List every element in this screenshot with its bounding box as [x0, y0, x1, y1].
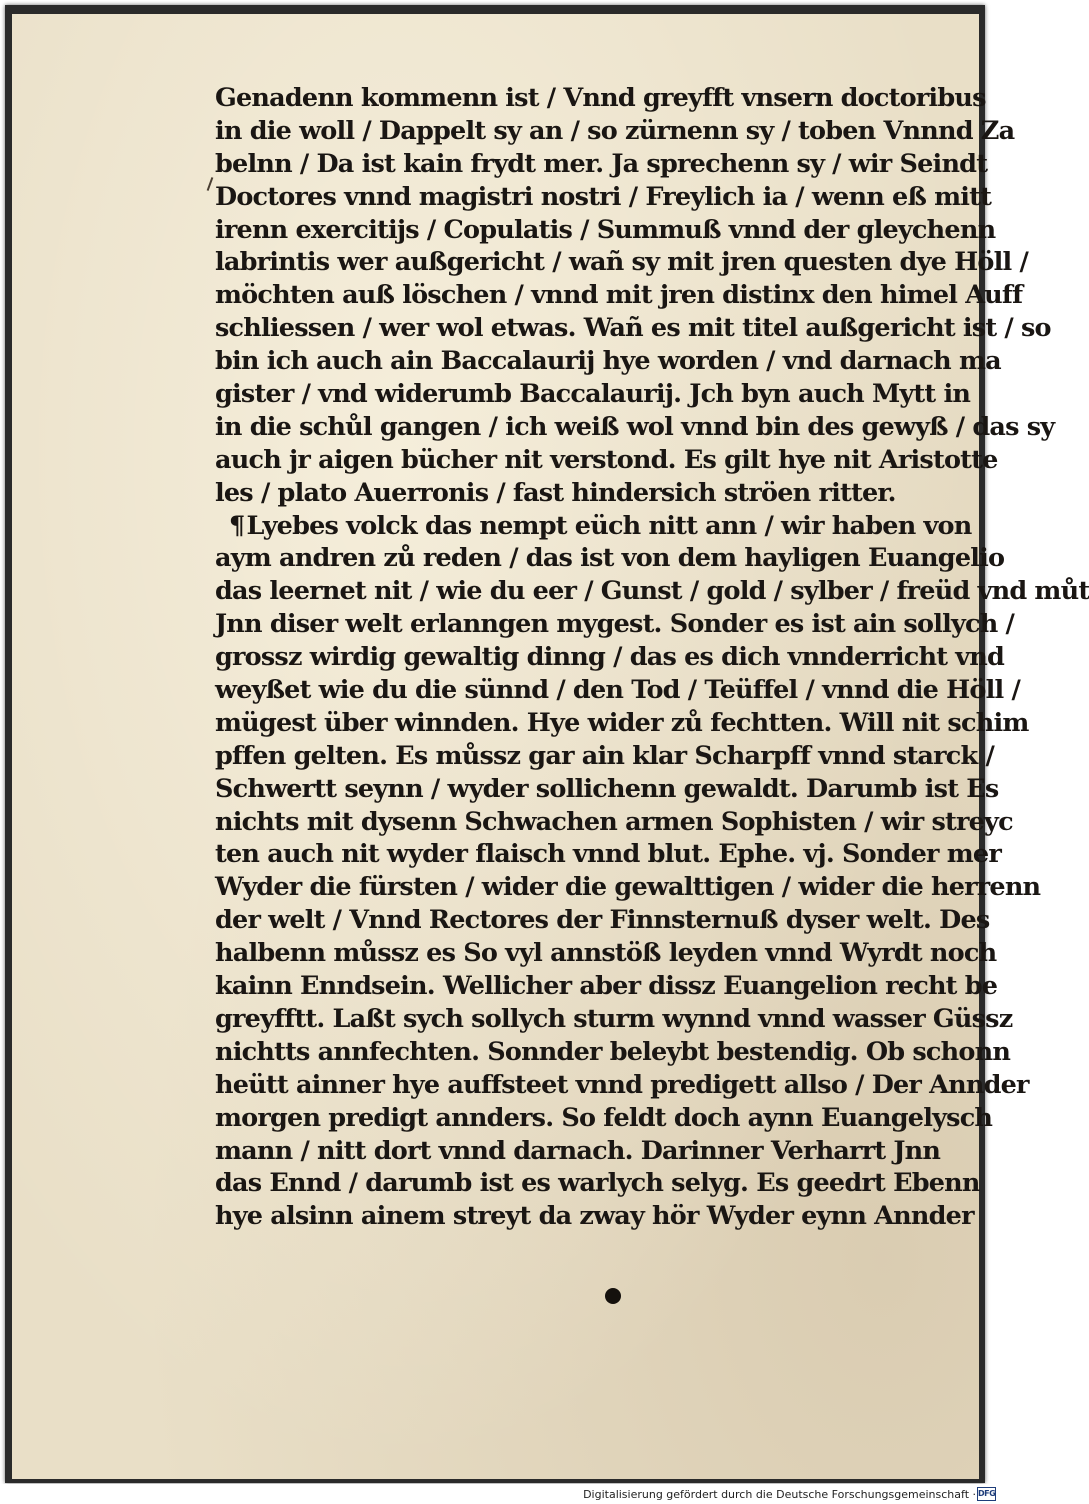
text-line: greyfftt. Laßt sych sollych sturm wynnd vnnd wasser Güssz — [215, 1003, 1013, 1034]
text-line: Doctores vnnd magistri nostri / Freylich ia / wenn eß mitt — [215, 181, 992, 212]
text-line: irenn exercitijs / Copulatis / Summuß vnnd der gleychenn — [215, 214, 996, 245]
text-line: grossz wirdig gewaltig dinng / das es dich vnnderricht vnd — [215, 642, 1005, 673]
text-line: der welt / Vnnd Rectores der Finnsternuß dyser welt. Des — [215, 905, 990, 936]
text-line: das leernet nit / wie du eer / Gunst / gold / sylber / freüd vnd můt — [215, 576, 1089, 607]
text-line: Jnn diser welt erlanngen mygest. Sonder es ist ain sollych / — [215, 609, 1015, 640]
text-line: ten auch nit wyder flaisch vnnd blut. Ephe. vj. Sonder mer — [215, 839, 1001, 870]
text-line: schliessen / wer wol etwas. Wañ es mit titel außgericht ist / so — [215, 313, 1051, 344]
text-line: mügest über winnden. Hye wider zů fechtten. Will nit schim — [215, 707, 1029, 738]
text-line: Wyder die fürsten / wider die gewalttigen / wider die herrenn — [215, 872, 1041, 903]
dfg-logo-icon: DFG — [977, 1487, 996, 1501]
text-line: pffen gelten. Es můssz gar ain klar Scharpff vnnd starck / — [215, 740, 994, 771]
signature-mark — [605, 1288, 621, 1304]
text-line: les / plato Auerronis / fast hindersich ströen ritter. — [215, 477, 896, 508]
text-line: Schwertt seynn / wyder sollichenn gewaldt. Darumb ist Es — [215, 773, 999, 804]
text-line: in die woll / Dappelt sy an / so zürnenn sy / toben Vnnnd Za — [215, 115, 1015, 146]
paragraph-mark-icon: ¶ — [229, 510, 245, 541]
funding-credit: Digitalisierung gefördert durch die Deutsche Forschungsgemeinschaft · — [583, 1488, 976, 1501]
text-line: belnn / Da ist kain frydt mer. Ja sprechenn sy / wir Seindt — [215, 148, 988, 179]
text-line: nichts mit dysenn Schwachen armen Sophisten / wir streyc — [215, 806, 1013, 837]
text-line: heütt ainner hye auffsteet vnnd predigett allso / Der Annder — [215, 1069, 1029, 1100]
text-line: aym andren zů reden / das ist von dem hayligen Euangelio — [215, 543, 1005, 574]
text-line: auch jr aigen bücher nit verstond. Es gilt hye nit Aristotte — [215, 444, 998, 475]
text-line: in die schůl gangen / ich weiß wol vnnd bin des gewyß / das sy — [215, 411, 1055, 442]
text-line: nichtts annfechten. Sonnder beleybt bestendig. Ob schonn — [215, 1036, 1011, 1067]
text-line: das Ennd / darumb ist es warlych selyg. Es geedrt Ebenn — [215, 1168, 980, 1199]
paragraph-start-line — [215, 510, 975, 543]
text-line: morgen predigt annders. So feldt doch aynn Euangelysch — [215, 1102, 993, 1133]
text-line: bin ich auch ain Baccalaurij hye worden / vnd darnach ma — [215, 346, 1001, 377]
text-line: halbenn můssz es So vyl annstöß leyden vnnd Wyrdt noch — [215, 938, 997, 969]
text-line: Lyebes volck das nempt eüch nitt ann / wir haben von — [246, 510, 972, 541]
text-line: möchten auß löschen / vnnd mit jren distinx den himel Auff — [215, 280, 1023, 311]
text-line: labrintis wer außgericht / wañ sy mit jren questen dye Höll / — [215, 247, 1028, 278]
text-line: Genadenn kommenn ist / Vnnd greyfft vnsern doctoribus — [215, 83, 986, 113]
text-line: hye alsinn ainem streyt da zway hör Wyder eynn Annder — [215, 1201, 974, 1232]
text-line: mann / nitt dort vnnd darnach. Darinner Verharrt Jnn — [215, 1135, 941, 1166]
text-line: weyßet wie du die sünnd / den Tod / Teüffel / vnnd die Höll / — [215, 675, 1020, 706]
text-line: gister / vnd widerumb Baccalaurij. Jch byn auch Mytt in — [215, 379, 971, 410]
body-text — [215, 82, 1089, 1233]
text-line: kainn Enndsein. Wellicher aber dissz Euangelion recht be — [215, 971, 998, 1002]
